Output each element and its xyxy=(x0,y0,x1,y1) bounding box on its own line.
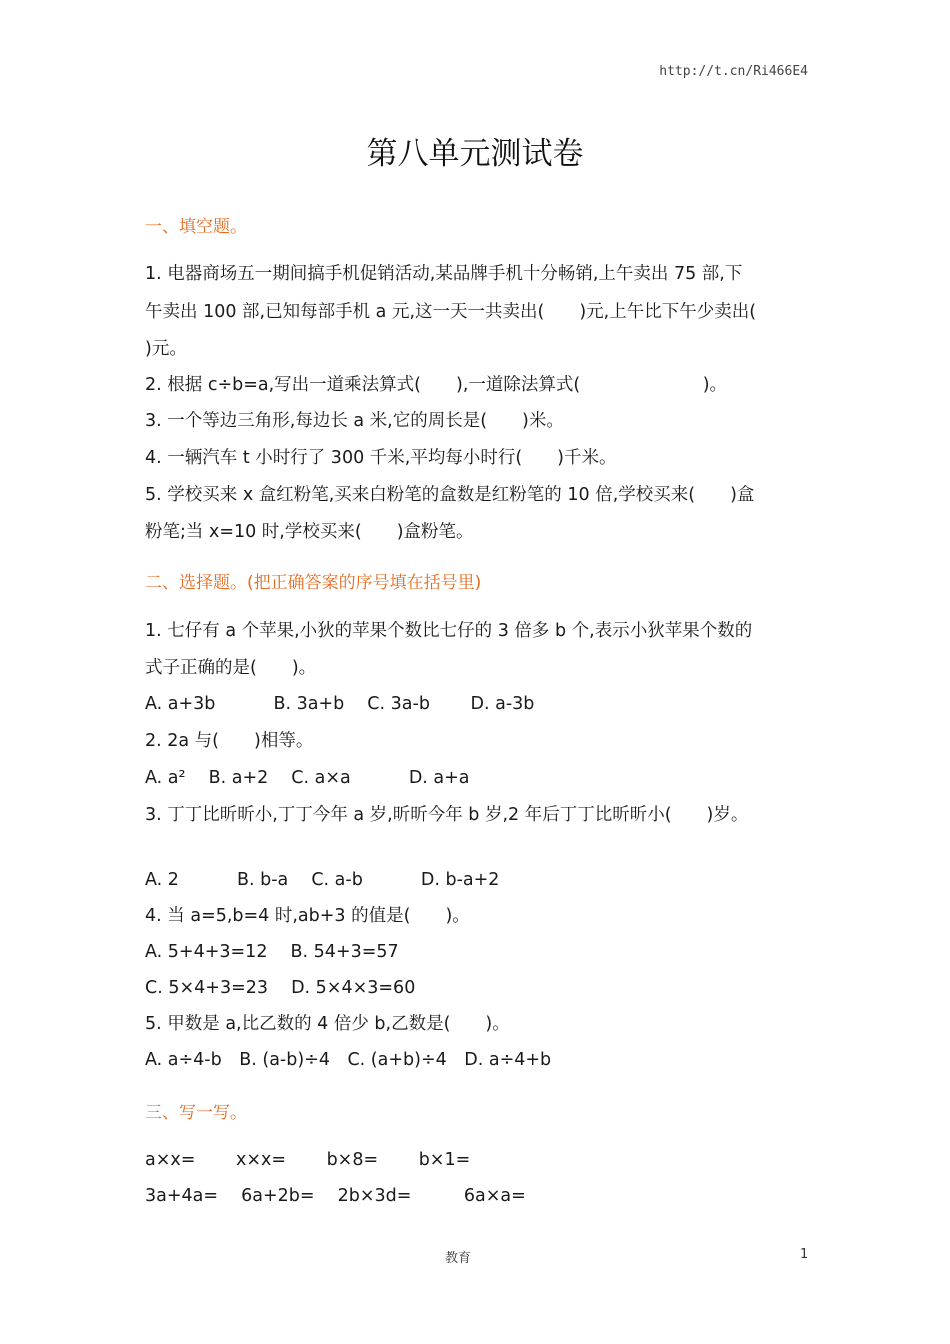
question-line: 3. 丁丁比昕昕小,丁丁今年 a 岁,昕昕今年 b 岁,2 年后丁丁比昕昕小( )岁。 xyxy=(145,805,749,825)
answer-options: A. 5+4+3=12 B. 54+3=57 xyxy=(145,942,399,962)
question-line: )元。 xyxy=(145,339,187,359)
question-line: 4. 当 a=5,b=4 时,ab+3 的值是( )。 xyxy=(145,906,470,926)
answer-options: A. 2 B. b-a C. a-b D. b-a+2 xyxy=(145,870,500,890)
question-line: 3. 一个等边三角形,每边长 a 米,它的周长是( )米。 xyxy=(145,411,564,431)
section-heading-write: 三、写一写。 xyxy=(145,1103,247,1123)
question-line: 式子正确的是( )。 xyxy=(145,658,317,678)
answer-options: A. a+3b B. 3a+b C. 3a-b D. a-3b xyxy=(145,694,535,714)
question-line: 2. 2a 与( )相等。 xyxy=(145,731,314,751)
page-number: 1 xyxy=(800,1247,809,1262)
exercise-line: a×x= x×x= b×8= b×1= xyxy=(145,1150,471,1170)
question-line: 5. 甲数是 a,比乙数的 4 倍少 b,乙数是( )。 xyxy=(145,1014,510,1034)
answer-options: A. a² B. a+2 C. a×a D. a+a xyxy=(145,768,470,788)
question-line: 午卖出 100 部,已知每部手机 a 元,这一天一共卖出( )元,上午比下午少卖出( xyxy=(145,302,757,322)
answer-options: C. 5×4+3=23 D. 5×4×3=60 xyxy=(145,978,416,998)
question-line: 1. 七仔有 a 个苹果,小狄的苹果个数比七仔的 3 倍多 b 个,表示小狄苹果个数的 xyxy=(145,621,753,641)
section-heading-choice: 二、选择题。(把正确答案的序号填在括号里) xyxy=(145,573,482,593)
page-title: 第八单元测试卷 xyxy=(366,136,584,172)
question-line: 2. 根据 c÷b=a,写出一道乘法算式( ),一道除法算式( )。 xyxy=(145,375,728,395)
header-url: http://t.cn/Ri466E4 xyxy=(659,64,808,79)
footer-label: 教育 xyxy=(445,1251,472,1266)
question-line: 1. 电器商场五一期间搞手机促销活动,某品牌手机十分畅销,上午卖出 75 部,下 xyxy=(145,264,743,284)
answer-options: A. a÷4-b B. (a-b)÷4 C. (a+b)÷4 D. a÷4+b xyxy=(145,1050,552,1070)
exercise-line: 3a+4a= 6a+2b= 2b×3d= 6a×a= xyxy=(145,1186,526,1206)
section-heading-fill-in: 一、填空题。 xyxy=(145,217,247,237)
question-line: 粉笔;当 x=10 时,学校买来( )盒粉笔。 xyxy=(145,522,474,542)
question-line: 5. 学校买来 x 盒红粉笔,买来白粉笔的盒数是红粉笔的 10 倍,学校买来( )盒 xyxy=(145,485,755,505)
question-line: 4. 一辆汽车 t 小时行了 300 千米,平均每小时行( )千米。 xyxy=(145,448,617,468)
